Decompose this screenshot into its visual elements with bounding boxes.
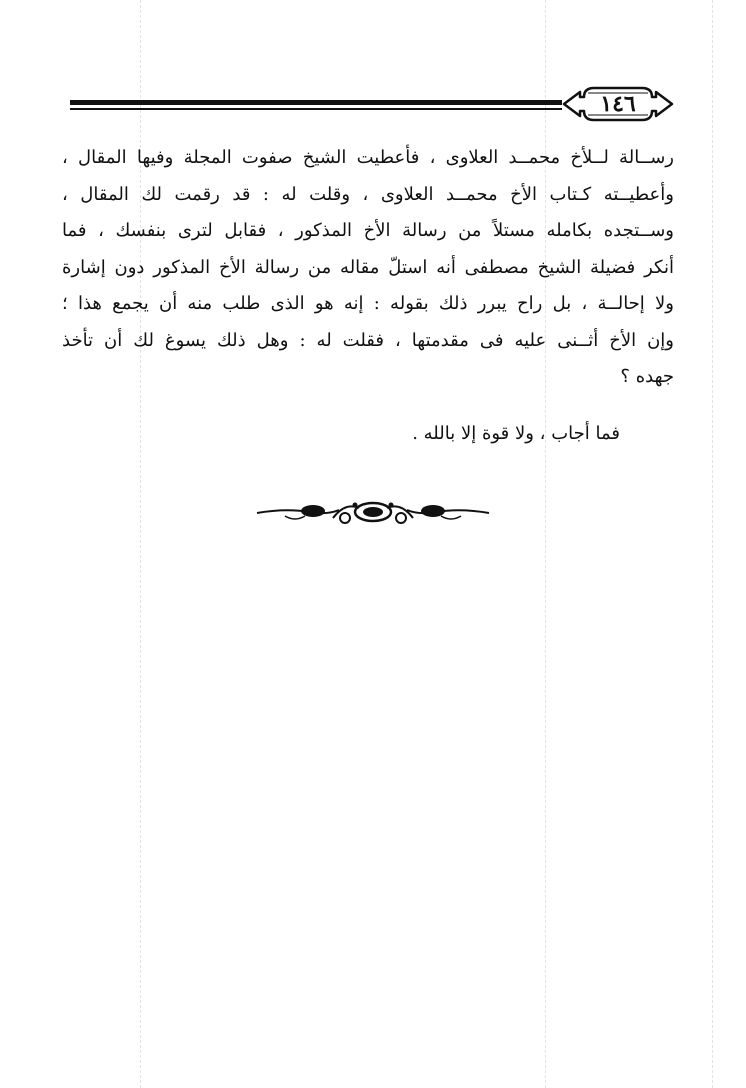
ornament-divider-icon (255, 498, 491, 526)
scan-artifact-line (712, 0, 713, 1088)
page-number-badge (560, 84, 676, 124)
text-line: وإن الأخ أثــنى عليه فى مقدمتها ، فقلت له : وهل ذلك يسوغ لك أن تأخذ (62, 329, 674, 351)
text-line: جهده ؟ (620, 366, 674, 387)
closing-line: فما أجاب ، ولا قوة إلا بالله . (412, 423, 620, 444)
text-line: أنكر فضيلة الشيخ مصطفى أنه استلّ مقاله من رسالة الأخ المذكور دون إشارة (62, 256, 674, 278)
text-line: ولا إحالــة ، بل راح يبرر ذلك بقوله : إنه هو الذى طلب منه أن يجمع هذا ؛ (62, 293, 674, 314)
text-line: وســتجده بكامله مستلاً من رسالة الأخ المذكور ، فقابل لترى بنفسك ، فما (62, 220, 674, 241)
header-rule-thin (70, 108, 562, 110)
header-rule-thick (70, 100, 562, 105)
text-line: رســالة لــلأخ محمــد العلاوى ، فأعطيت الشيخ صفوت المجلة وفيها المقال ، (62, 147, 674, 168)
header-rule (70, 100, 562, 112)
body-paragraph (62, 140, 674, 396)
text-line: وأعطيــته كـتاب الأخ محمــد العلاوى ، وقلت له : قد رقمت لك المقال ، (62, 183, 674, 205)
page-number: ١٤٦ (600, 91, 636, 117)
